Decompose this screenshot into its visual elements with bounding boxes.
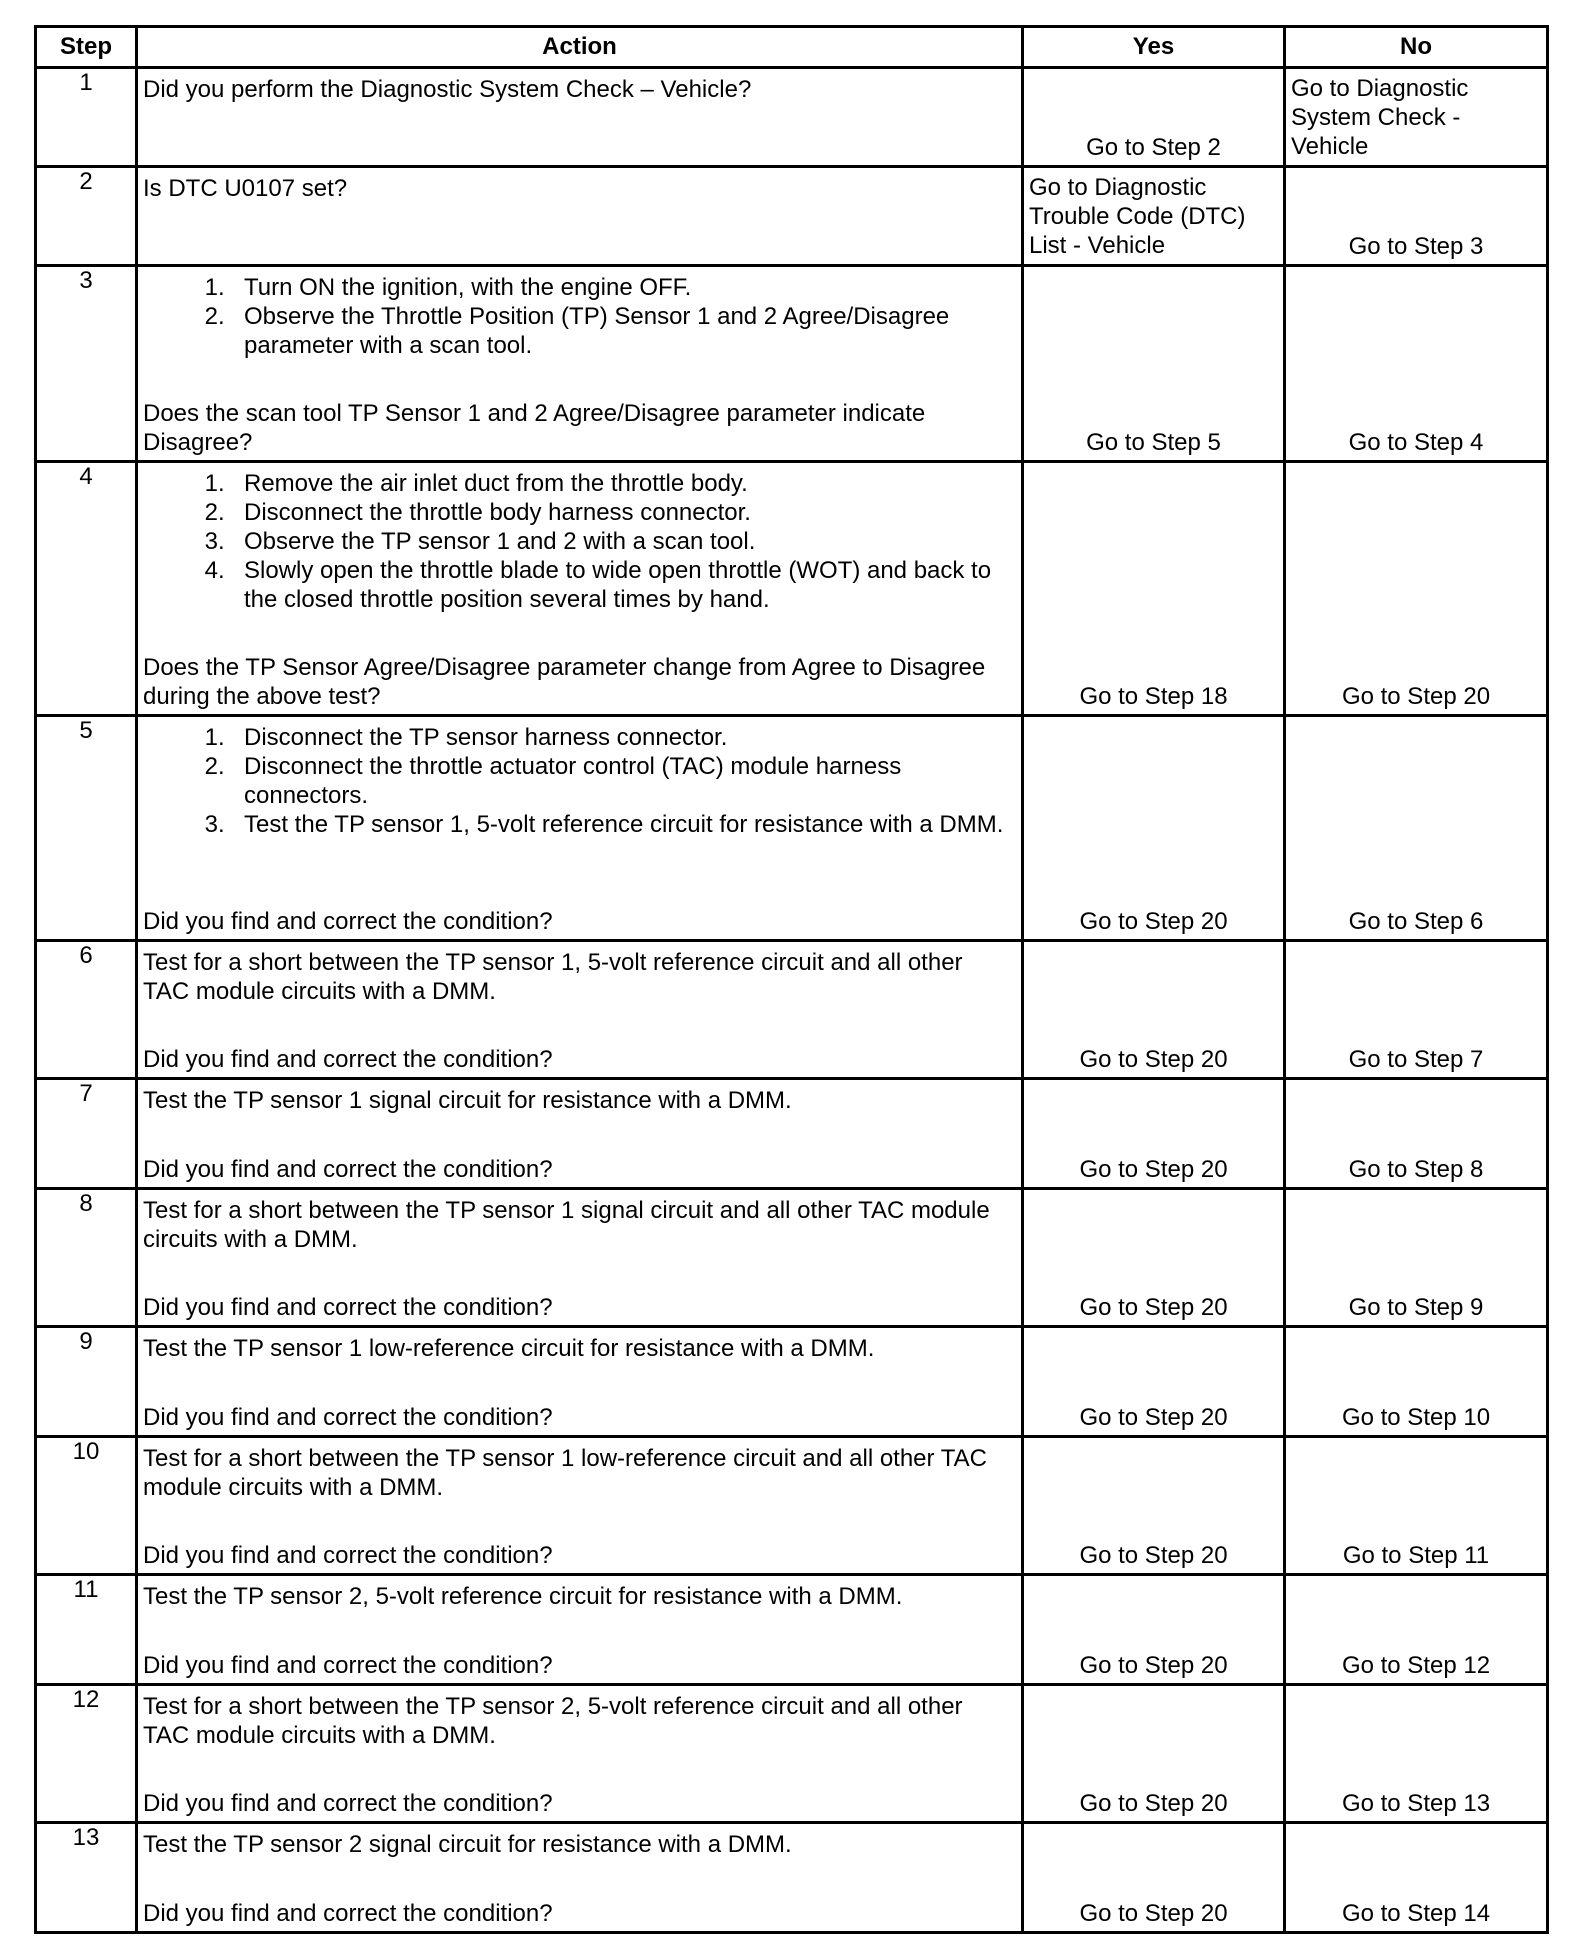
step-number: 12 — [36, 1685, 137, 1823]
action-text: Test for a short between the TP sensor 1 low-reference circuit and all other TAC module circuits with a DMM. — [143, 1445, 987, 1501]
yes-cell — [1023, 716, 1285, 941]
no-cell — [1285, 68, 1548, 167]
action-instructions — [138, 463, 1021, 614]
table-row — [36, 1189, 1548, 1327]
yes-cell — [1023, 1327, 1285, 1437]
no-result: Go to Step 3 — [1348, 233, 1484, 260]
action-question: Did you find and correct the condition? — [143, 1156, 553, 1183]
yes-result: Go to Step 20 — [1079, 1156, 1228, 1183]
yes-result: Go to Step 2 — [1086, 134, 1221, 161]
step-number: 2 — [36, 167, 137, 266]
table-row — [36, 1685, 1548, 1823]
action-text: Test for a short between the TP sensor 1, 5-volt reference circuit and all other TAC module circuits with a DMM. — [143, 949, 963, 1005]
no-result: Go to Step 6 — [1348, 908, 1484, 935]
action-text: Is DTC U0107 set? — [143, 175, 348, 202]
step-number: 7 — [36, 1079, 137, 1189]
action-instructions — [138, 267, 1021, 360]
no-cell — [1285, 1823, 1548, 1933]
table-row — [36, 462, 1548, 716]
action-cell — [137, 167, 1023, 266]
instruction-item: 1. Disconnect the TP sensor harness connector. — [238, 723, 1011, 752]
action-cell — [137, 68, 1023, 167]
no-result: Go to Step 20 — [1341, 683, 1491, 710]
action-cell — [137, 1575, 1023, 1685]
header-yes: Yes — [1023, 27, 1285, 68]
action-text: Test the TP sensor 2, 5-volt reference circuit for resistance with a DMM. — [143, 1583, 903, 1610]
yes-result: Go to Step 18 — [1079, 683, 1228, 710]
action-cell — [137, 462, 1023, 716]
no-result: Go to Step 12 — [1341, 1652, 1491, 1679]
header-action: Action — [137, 27, 1023, 68]
no-cell — [1285, 1079, 1548, 1189]
no-result: Go to Diagnostic System Check - Vehicle — [1291, 75, 1469, 160]
action-cell — [137, 1823, 1023, 1933]
table-row — [36, 266, 1548, 462]
no-cell — [1285, 1575, 1548, 1685]
yes-cell — [1023, 1823, 1285, 1933]
yes-cell — [1023, 266, 1285, 462]
action-question: Did you find and correct the condition? — [143, 1294, 553, 1321]
step-number: 4 — [36, 462, 137, 716]
yes-result: Go to Diagnostic Trouble Code (DTC) List - Vehicle — [1029, 174, 1246, 259]
instruction-item: 1. Remove the air inlet duct from the throttle body. — [238, 469, 1011, 498]
action-text: Test the TP sensor 2 signal circuit for resistance with a DMM. — [143, 1831, 792, 1858]
table-row — [36, 941, 1548, 1079]
action-cell — [137, 716, 1023, 941]
action-question: Did you find and correct the condition? — [143, 908, 553, 935]
instruction-item: 2. Disconnect the throttle body harness connector. — [238, 498, 1011, 527]
yes-cell — [1023, 941, 1285, 1079]
header-step: Step — [36, 27, 137, 68]
table-row — [36, 1327, 1548, 1437]
action-text: Test the TP sensor 1 signal circuit for resistance with a DMM. — [143, 1087, 792, 1114]
table-row — [36, 68, 1548, 167]
no-result: Go to Step 7 — [1348, 1046, 1484, 1073]
yes-result: Go to Step 20 — [1079, 908, 1228, 935]
no-result: Go to Step 4 — [1348, 429, 1484, 456]
action-question: Does the TP Sensor Agree/Disagree parameter change from Agree to Disagree during the above test? — [143, 654, 986, 710]
action-question: Did you find and correct the condition? — [143, 1046, 553, 1073]
step-number: 6 — [36, 941, 137, 1079]
action-question: Did you find and correct the condition? — [143, 1542, 553, 1569]
instruction-item: 2. Observe the Throttle Position (TP) Sensor 1 and 2 Agree/Disagree parameter with a scan tool. — [238, 302, 1011, 360]
step-number: 3 — [36, 266, 137, 462]
step-number: 1 — [36, 68, 137, 167]
instruction-item: 3. Observe the TP sensor 1 and 2 with a scan tool. — [238, 527, 1011, 556]
table-row — [36, 1437, 1548, 1575]
no-cell — [1285, 462, 1548, 716]
yes-cell — [1023, 167, 1285, 266]
yes-result: Go to Step 20 — [1079, 1294, 1228, 1321]
action-cell — [137, 1437, 1023, 1575]
no-result: Go to Step 9 — [1348, 1294, 1484, 1321]
action-cell — [137, 266, 1023, 462]
table-row — [36, 167, 1548, 266]
no-cell — [1285, 1685, 1548, 1823]
table-body — [36, 68, 1548, 1933]
action-question: Did you find and correct the condition? — [143, 1900, 553, 1927]
step-number: 9 — [36, 1327, 137, 1437]
yes-cell — [1023, 1575, 1285, 1685]
yes-result: Go to Step 5 — [1086, 429, 1221, 456]
action-cell — [137, 941, 1023, 1079]
no-cell — [1285, 1327, 1548, 1437]
yes-cell — [1023, 1189, 1285, 1327]
action-text: Test for a short between the TP sensor 1 signal circuit and all other TAC module circuits with a DMM. — [143, 1197, 990, 1253]
yes-result: Go to Step 20 — [1079, 1652, 1228, 1679]
action-cell — [137, 1079, 1023, 1189]
header-row — [36, 27, 1548, 68]
step-number: 5 — [36, 716, 137, 941]
action-question: Did you find and correct the condition? — [143, 1652, 553, 1679]
instruction-list — [143, 469, 1011, 614]
table-row — [36, 716, 1548, 941]
yes-result: Go to Step 20 — [1079, 1900, 1228, 1927]
action-question: Did you find and correct the condition? — [143, 1404, 553, 1431]
no-cell — [1285, 1189, 1548, 1327]
no-result: Go to Step 11 — [1342, 1542, 1490, 1569]
instruction-item: 3. Test the TP sensor 1, 5-volt reference circuit for resistance with a DMM. — [238, 810, 1011, 839]
no-cell — [1285, 716, 1548, 941]
yes-cell — [1023, 1079, 1285, 1189]
action-text: Test for a short between the TP sensor 2, 5-volt reference circuit and all other TAC module circuits with a DMM. — [143, 1693, 963, 1749]
yes-result: Go to Step 20 — [1079, 1542, 1228, 1569]
table-row — [36, 1823, 1548, 1933]
yes-result: Go to Step 20 — [1079, 1404, 1228, 1431]
yes-result: Go to Step 20 — [1079, 1046, 1228, 1073]
action-question: Did you find and correct the condition? — [143, 1790, 553, 1817]
action-cell — [137, 1189, 1023, 1327]
no-cell — [1285, 167, 1548, 266]
no-cell — [1285, 941, 1548, 1079]
no-cell — [1285, 1437, 1548, 1575]
no-result: Go to Step 10 — [1341, 1404, 1491, 1431]
yes-cell — [1023, 1685, 1285, 1823]
instruction-item: 1. Turn ON the ignition, with the engine OFF. — [238, 273, 1011, 302]
action-cell — [137, 1685, 1023, 1823]
header-no: No — [1285, 27, 1548, 68]
action-text: Test the TP sensor 1 low-reference circuit for resistance with a DMM. — [143, 1335, 875, 1362]
step-number: 8 — [36, 1189, 137, 1327]
no-result: Go to Step 13 — [1341, 1790, 1491, 1817]
diagnostic-table — [34, 25, 1549, 1934]
instruction-list — [143, 723, 1011, 839]
table-row — [36, 1575, 1548, 1685]
no-result: Go to Step 8 — [1348, 1156, 1484, 1183]
action-cell — [137, 1327, 1023, 1437]
instruction-item: 4. Slowly open the throttle blade to wide open throttle (WOT) and back to the closed throttle position several times by hand. — [238, 556, 1011, 614]
table-row — [36, 1079, 1548, 1189]
yes-cell — [1023, 68, 1285, 167]
action-question: Does the scan tool TP Sensor 1 and 2 Agree/Disagree parameter indicate Disagree? — [143, 400, 926, 456]
yes-cell — [1023, 1437, 1285, 1575]
action-text: Did you perform the Diagnostic System Check – Vehicle? — [143, 76, 752, 103]
instruction-list — [143, 273, 1011, 360]
yes-cell — [1023, 462, 1285, 716]
step-number: 11 — [36, 1575, 137, 1685]
no-cell — [1285, 266, 1548, 462]
instruction-item: 2. Disconnect the throttle actuator control (TAC) module harness connectors. — [238, 752, 1011, 810]
step-number: 13 — [36, 1823, 137, 1933]
action-instructions — [138, 717, 1021, 839]
yes-result: Go to Step 20 — [1079, 1790, 1228, 1817]
step-number: 10 — [36, 1437, 137, 1575]
no-result: Go to Step 14 — [1341, 1900, 1491, 1927]
